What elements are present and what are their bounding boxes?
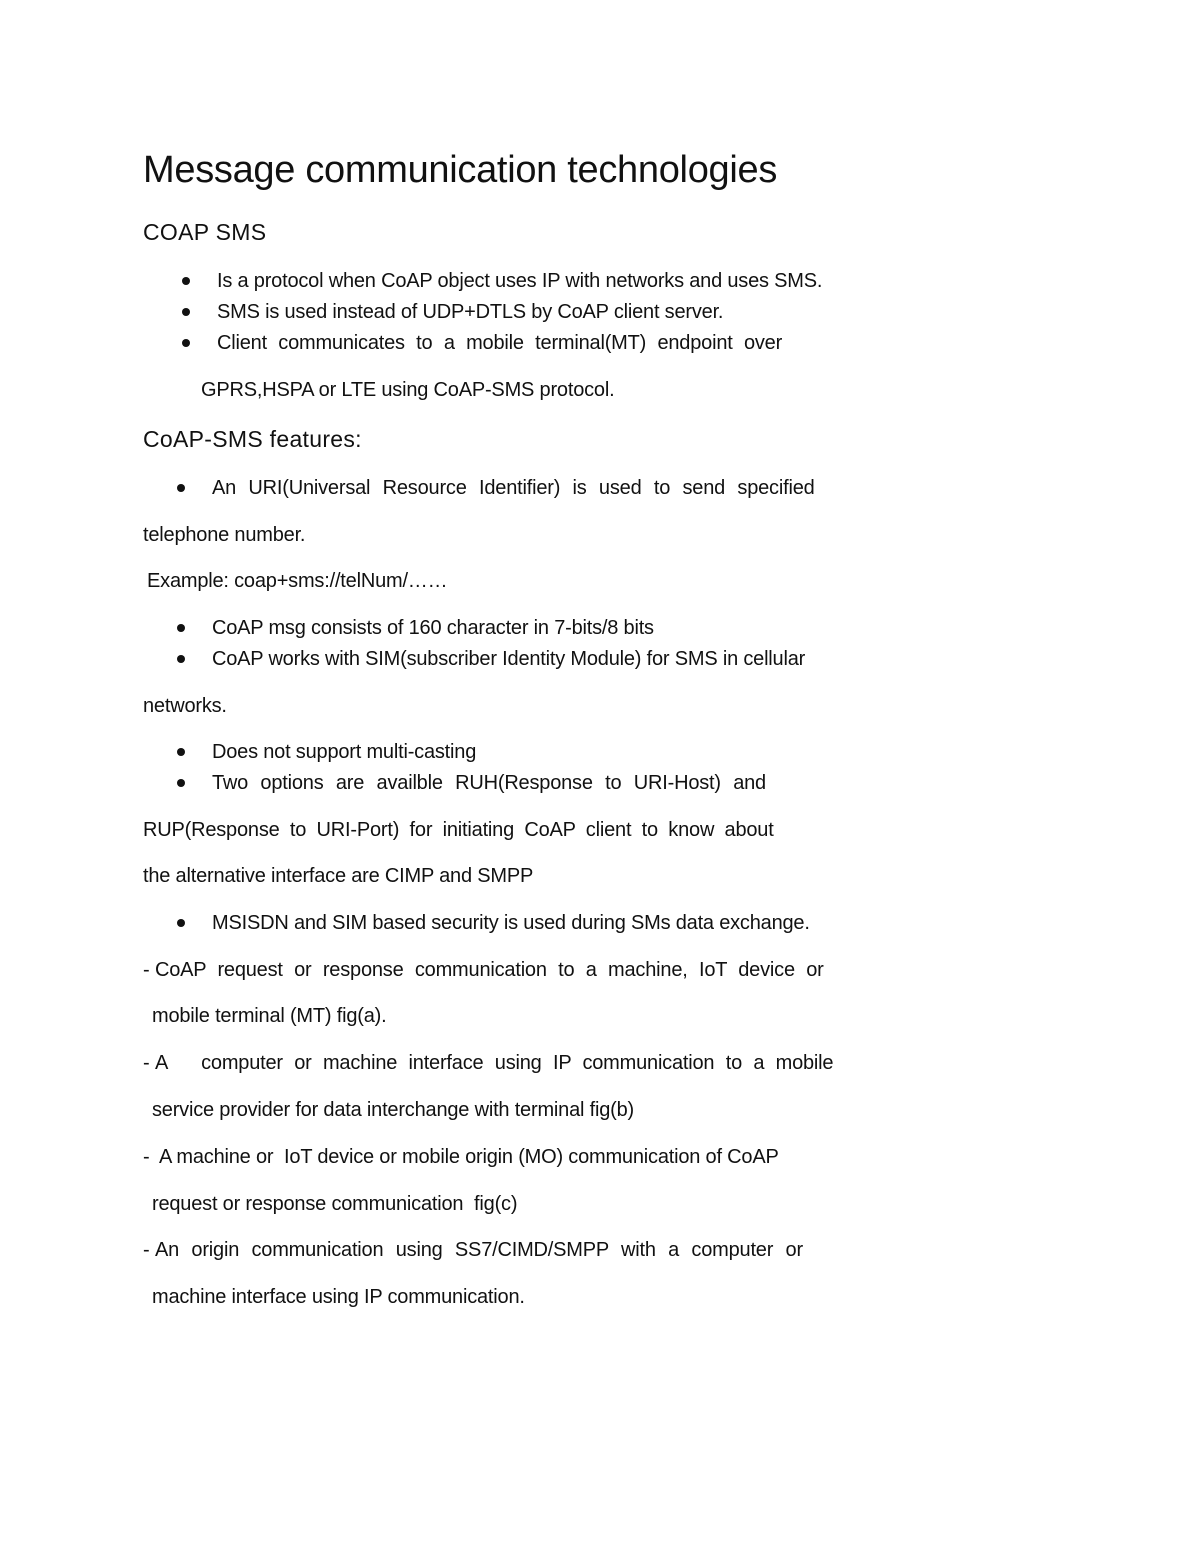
- wrapped-text: the alternative interface are CIMP and SMPP: [143, 865, 534, 887]
- section-heading-features: CoAP-SMS features:: [143, 426, 362, 452]
- bullet-text: Client communicates to a mobile terminal(MT) endpoint over: [217, 332, 783, 354]
- bullet-icon: [177, 748, 185, 756]
- bullet-icon: [182, 308, 190, 316]
- dash-marker: -: [143, 1052, 150, 1074]
- page-title: Message communication technologies: [143, 149, 778, 191]
- bullet-icon: [182, 339, 190, 347]
- example-text: Example: coap+sms://telNum/……: [147, 570, 448, 592]
- bullet-icon: [177, 624, 185, 632]
- continuation-text: GPRS,HSPA or LTE using CoAP-SMS protocol.: [201, 379, 615, 401]
- bullet-text: Is a protocol when CoAP object uses IP with networks and uses SMS.: [217, 270, 823, 292]
- dash-marker: -: [143, 1146, 150, 1168]
- dash-text: A machine or IoT device or mobile origin (MO) communication of CoAP: [159, 1146, 779, 1168]
- bullet-icon: [177, 484, 185, 492]
- bullet-text: CoAP works with SIM(subscriber Identity Module) for SMS in cellular: [212, 648, 806, 670]
- bullet-icon: [177, 779, 185, 787]
- dash-text: mobile terminal (MT) fig(a).: [152, 1005, 387, 1027]
- dash-text: request or response communication fig(c): [152, 1193, 518, 1215]
- bullet-text: CoAP msg consists of 160 character in 7-bits/8 bits: [212, 617, 654, 639]
- dash-marker: -: [143, 959, 150, 981]
- dash-text: CoAP request or response communication to a machine, IoT device or: [155, 959, 824, 981]
- wrapped-text: telephone number.: [143, 524, 306, 546]
- bullet-text: An URI(Universal Resource Identifier) is used to send specified: [212, 477, 815, 499]
- dash-text: A computer or machine interface using IP communication to a mobile: [155, 1052, 834, 1074]
- wrapped-text: networks.: [143, 695, 227, 717]
- dash-text: machine interface using IP communication.: [152, 1286, 525, 1308]
- bullet-text: Does not support multi-casting: [212, 741, 477, 763]
- dash-text: service provider for data interchange with terminal fig(b): [152, 1099, 634, 1121]
- section-heading-coap-sms: COAP SMS: [143, 219, 267, 245]
- dash-text: An origin communication using SS7/CIMD/SMPP with a computer or: [155, 1239, 803, 1261]
- bullet-text: MSISDN and SIM based security is used during SMs data exchange.: [212, 912, 810, 934]
- wrapped-text: RUP(Response to URI-Port) for initiating CoAP client to know about: [143, 819, 774, 841]
- bullet-text: Two options are availble RUH(Response to URI-Host) and: [212, 772, 766, 794]
- bullet-icon: [177, 655, 185, 663]
- dash-marker: -: [143, 1239, 150, 1261]
- bullet-icon: [182, 277, 190, 285]
- bullet-text: SMS is used instead of UDP+DTLS by CoAP client server.: [217, 301, 724, 323]
- bullet-icon: [177, 919, 185, 927]
